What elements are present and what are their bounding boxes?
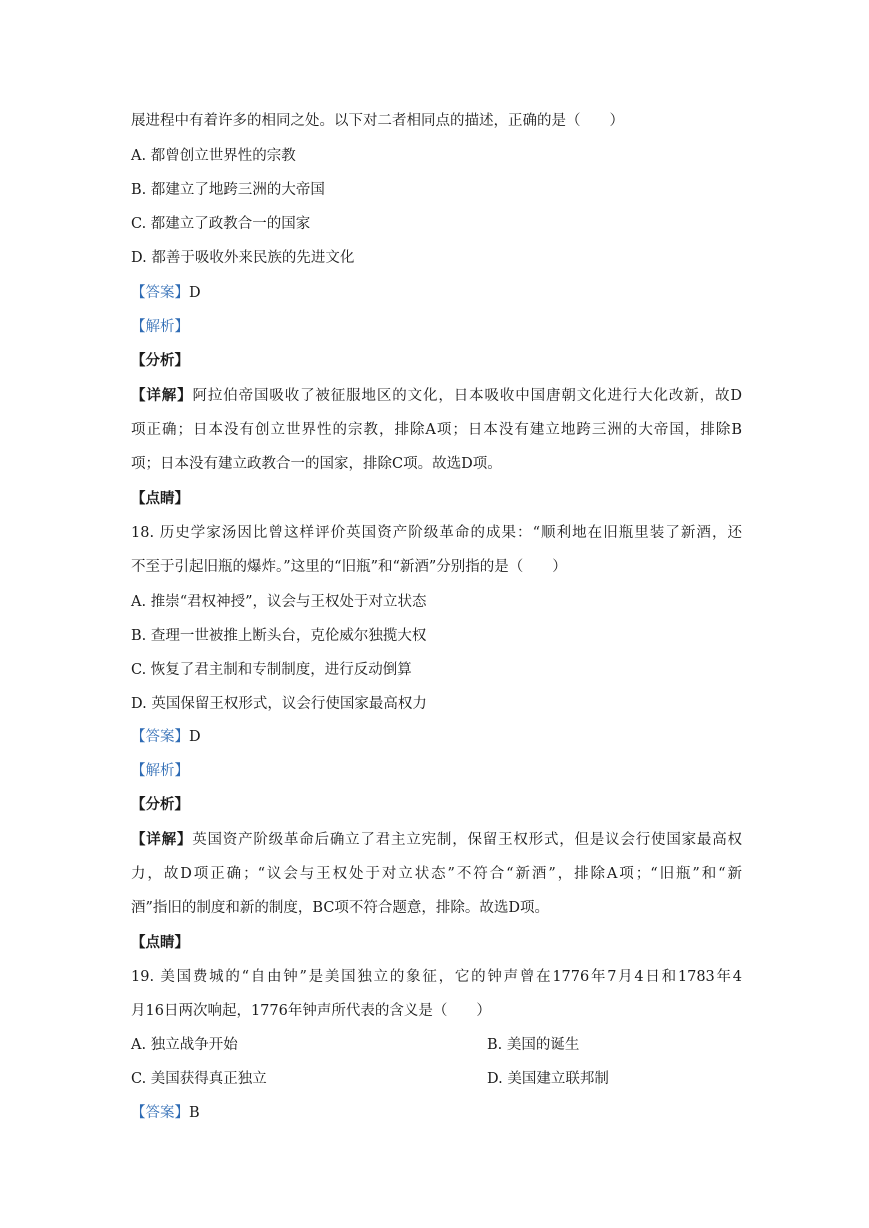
answer-label: 【答案】 (131, 729, 189, 745)
q18-option-a: A. 推崇“君权神授”，议会与王权处于对立状态 (131, 594, 427, 610)
q19-stem-line-1: 19. 美国费城的“自由钟”是美国独立的象征，它的钟声曾在1776年7月4日和1783年4 (131, 969, 742, 985)
q18-fenxi-label: 【分析】 (131, 796, 189, 813)
q17-stem: 展进程中有着许多的相同之处。以下对二者相同点的描述，正确的是（ ） (131, 113, 624, 129)
q18-answer (131, 727, 201, 747)
q18-option-d: D. 英国保留王权形式，议会行使国家最高权力 (131, 696, 427, 712)
q18-stem-line-1: 18. 历史学家汤因比曾这样评价英国资产阶级革命的成果：“顺利地在旧瓶里装了新酒，还 (131, 525, 742, 541)
q18-dianjing-label: 【点睛】 (131, 934, 189, 951)
q17-detail-line-3: 项；日本没有建立政教合一的国家，排除C项。故选D项。 (131, 456, 502, 472)
answer-label: 【答案】 (131, 1105, 189, 1121)
q19-option-a: A. 独立战争开始 (131, 1037, 238, 1053)
q18-option-c: C. 恢复了君主制和专制制度，进行反动倒算 (131, 662, 412, 678)
detail-label: 【详解】 (131, 831, 193, 848)
answer-value: D (189, 729, 201, 745)
q17-option-c: C. 都建立了政教合一的国家 (131, 216, 311, 232)
q17-fenxi-label: 【分析】 (131, 352, 189, 369)
answer-label: 【答案】 (131, 285, 189, 301)
q19-answer (131, 1103, 200, 1123)
q18-detail-line-3: 酒”指旧的制度和新的制度，BC项不符合题意，排除。故选D项。 (131, 900, 550, 916)
q18-detail-line-2: 力，故D项正确；“议会与王权处于对立状态”不符合“新酒”，排除A项；“旧瓶”和“新 (131, 866, 742, 882)
answer-value: B (189, 1105, 200, 1121)
q19-option-b: B. 美国的诞生 (487, 1037, 580, 1053)
q18-option-b: B. 查理一世被推上断头台，克伦威尔独揽大权 (131, 628, 427, 644)
q17-detail-line-1 (131, 386, 742, 406)
answer-value: D (189, 285, 201, 301)
q17-answer (131, 283, 201, 303)
q17-option-b: B. 都建立了地跨三洲的大帝国 (131, 182, 325, 198)
detail-text: 英国资产阶级革命后确立了君主立宪制，保留王权形式，但是议会行使国家最高权 (192, 832, 743, 848)
q17-option-a: A. 都曾创立世界性的宗教 (131, 148, 296, 164)
q19-option-d: D. 美国建立联邦制 (487, 1071, 609, 1087)
detail-label: 【详解】 (131, 387, 193, 404)
q17-dianjing-label: 【点睛】 (131, 490, 189, 507)
q18-analysis-label: 【解析】 (131, 763, 189, 779)
q19-stem-line-2: 月16日两次响起，1776年钟声所代表的含义是（ ） (131, 1003, 491, 1019)
q17-analysis-label: 【解析】 (131, 319, 189, 335)
detail-text: 阿拉伯帝国吸收了被征服地区的文化，日本吸收中国唐朝文化进行大化改新，故D (192, 388, 743, 404)
q19-option-c: C. 美国获得真正独立 (131, 1071, 267, 1087)
q17-option-d: D. 都善于吸收外来民族的先进文化 (131, 250, 355, 266)
q17-detail-line-2: 项正确；日本没有创立世界性的宗教，排除A项；日本没有建立地跨三洲的大帝国，排除B (131, 422, 742, 438)
q18-stem-line-2: 不至于引起旧瓶的爆炸。”这里的“旧瓶”和“新酒”分别指的是（ ） (131, 559, 567, 575)
q18-detail-line-1 (131, 830, 742, 850)
